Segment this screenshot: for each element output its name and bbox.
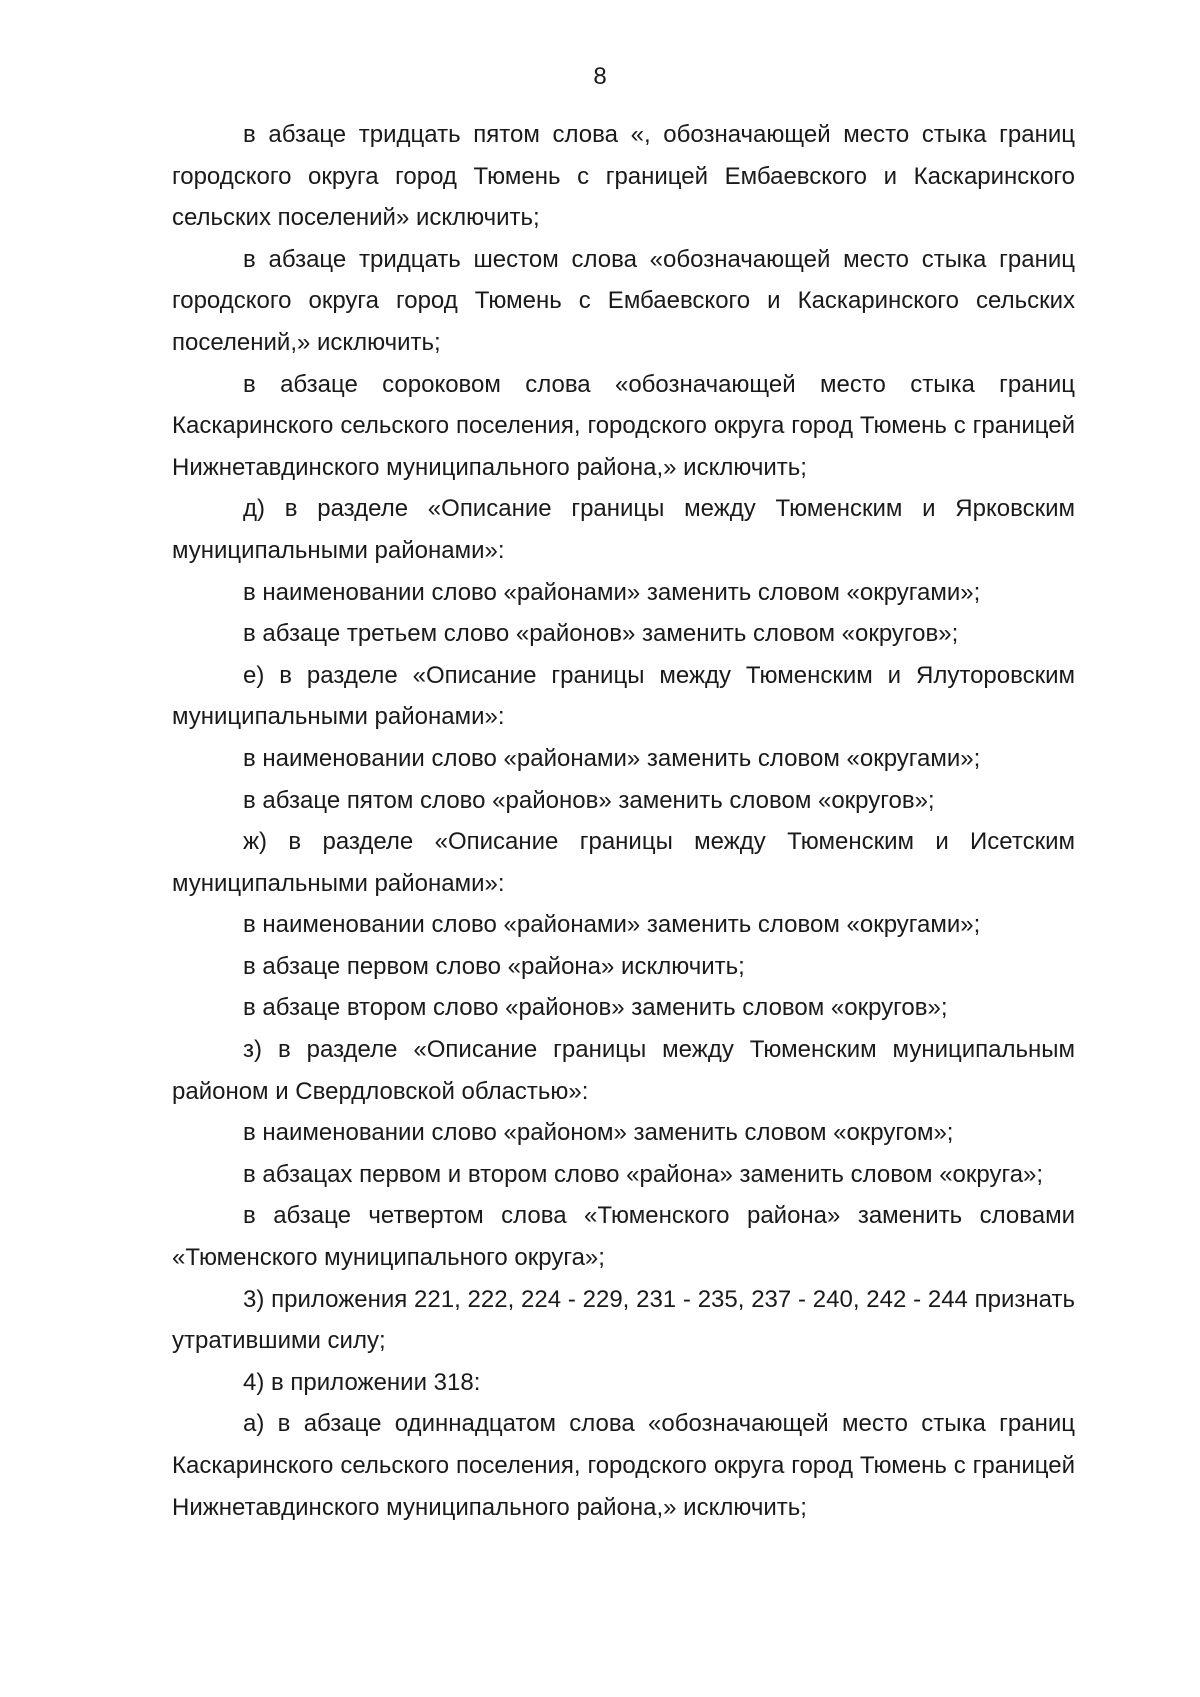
document-body (172, 114, 1075, 1528)
paragraph: е) в разделе «Описание границы между Тюменским и Ялуторовским муниципальными районами»: (172, 661, 1075, 731)
paragraph: в абзаце тридцать шестом слова «обозначающей место стыка границ городского округа город Тюмень с Ембаевского и Каскаринского сельских поселений,» исключить; (172, 245, 1075, 356)
paragraph: в абзаце первом слово «района» исключить; (243, 952, 745, 980)
paragraph: в наименовании слово «районом» заменить словом «округом»; (243, 1119, 954, 1147)
paragraph: 3) приложения 221, 222, 224 - 229, 231 - 235, 237 - 240, 242 - 244 признать утратившими силу; (172, 1285, 1075, 1355)
paragraph: в абзаце тридцать пятом слова «, обозначающей место стыка границ городского округа город Тюмень с границей Ембаевского и Каскаринского сельских поселений» исключить; (172, 121, 1075, 232)
paragraph: з) в разделе «Описание границы между Тюменским муниципальным районом и Свердловской областью»: (172, 1036, 1075, 1105)
paragraph: в абзаце четвертом слова «Тюменского района» заменить словами «Тюменского муниципального округа»; (172, 1202, 1075, 1272)
paragraph: ж) в разделе «Описание границы между Тюменским и Исетским муниципальными районами»: (172, 828, 1075, 897)
paragraph: в наименовании слово «районами» заменить словом «округами»; (243, 744, 981, 772)
paragraph: в абзаце втором слово «районов» заменить словом «округов»; (243, 994, 948, 1022)
paragraph: д) в разделе «Описание границы между Тюменским и Ярковским муниципальными районами»: (172, 495, 1075, 564)
page-number: 8 (593, 63, 607, 90)
paragraph: в наименовании слово «районами» заменить словом «округами»; (243, 911, 981, 939)
paragraph: в абзаце третьем слово «районов» заменить словом «округов»; (243, 620, 959, 648)
paragraph: в наименовании слово «районами» заменить словом «округами»; (243, 578, 981, 606)
paragraph: в абзаце пятом слово «районов» заменить словом «округов»; (243, 786, 935, 814)
paragraph: в абзацах первом и втором слово «района» заменить словом «округа»; (243, 1160, 1044, 1188)
paragraph: 4) в приложении 318: (243, 1368, 481, 1396)
paragraph: в абзаце сороковом слова «обозначающей место стыка границ Каскаринского сельского поселения, городского округа город Тюмень с границей Нижнетавдинского муниципального района,» исключить; (172, 370, 1075, 481)
paragraph: а) в абзаце одиннадцатом слова «обозначающей место стыка границ Каскаринского сельского поселения, городского округа город Тюмень с границей Нижнетавдинского муниципального района,» исключить; (172, 1410, 1075, 1521)
